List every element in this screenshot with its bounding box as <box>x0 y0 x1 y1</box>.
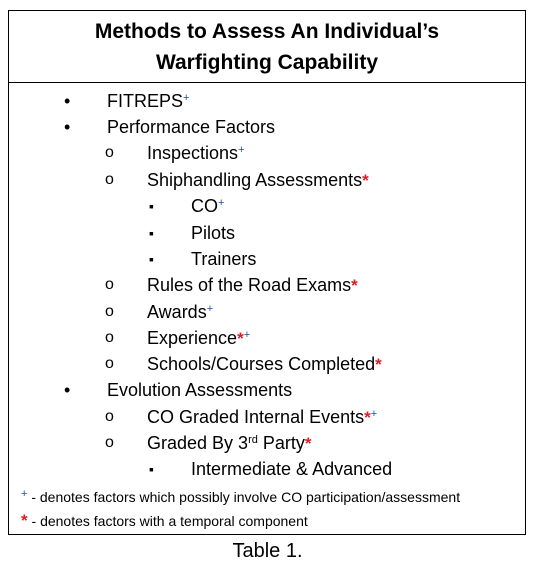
plus-marker: + <box>238 144 245 156</box>
plus-marker: + <box>218 197 225 209</box>
title-line-2: Warfighting Capability <box>155 50 379 74</box>
circle-bullet-icon: o <box>105 144 114 161</box>
circle-bullet-icon: o <box>105 303 114 320</box>
circle-bullet-icon: o <box>105 276 114 293</box>
item-label: Awards <box>147 302 207 322</box>
item-label: FITREPS <box>107 91 184 111</box>
item-label: Inspections <box>147 143 239 163</box>
title-line-1: Methods to Assess An Individual’s <box>94 19 440 43</box>
item-label: Intermediate & Advanced <box>191 459 393 479</box>
star-marker: * <box>362 171 369 190</box>
item-label-suffix: Party <box>257 433 305 453</box>
item-label: Shiphandling Assessments <box>147 170 363 190</box>
item-label: CO Graded Internal Events <box>147 407 365 427</box>
table-caption: Table 1. <box>232 540 303 562</box>
star-marker: * <box>364 408 371 427</box>
item-label: Rules of the Road Exams <box>147 275 352 295</box>
square-bullet-icon: ▪ <box>149 198 154 214</box>
star-marker: * <box>237 329 244 348</box>
item-label: Trainers <box>191 249 257 269</box>
bullet-icon: • <box>64 91 71 111</box>
item-label: Experience <box>147 328 238 348</box>
plus-marker: + <box>206 303 214 315</box>
legend-star <box>21 513 308 529</box>
circle-bullet-icon: o <box>105 408 114 425</box>
square-bullet-icon: ▪ <box>149 225 154 241</box>
plus-marker: + <box>21 488 28 500</box>
legend-star-text: - denotes factors with a temporal component <box>27 513 308 529</box>
circle-bullet-icon: o <box>105 355 114 372</box>
star-marker: * <box>304 434 312 453</box>
table-title <box>9 11 525 83</box>
ordinal-superscript: rd <box>248 434 258 446</box>
legend-plus-text: - denotes factors which possibly involve CO participation/assessment <box>27 489 461 505</box>
square-bullet-icon: ▪ <box>149 461 154 477</box>
plus-marker: + <box>243 329 251 341</box>
plus-marker: + <box>183 92 190 104</box>
star-marker: * <box>21 511 28 530</box>
item-label: CO <box>191 196 218 216</box>
legend-plus <box>21 489 460 505</box>
square-bullet-icon: ▪ <box>149 251 154 267</box>
plus-marker: + <box>370 408 378 420</box>
circle-bullet-icon: o <box>105 329 114 346</box>
bullet-icon: • <box>64 380 71 400</box>
item-label: Schools/Courses Completed <box>147 354 376 374</box>
bullet-icon: • <box>64 117 71 137</box>
circle-bullet-icon: o <box>105 171 114 188</box>
item-label: Performance Factors <box>107 117 276 137</box>
item-label: Graded By 3 <box>147 433 249 453</box>
item-label: Pilots <box>191 223 236 243</box>
circle-bullet-icon: o <box>105 434 114 451</box>
star-marker: * <box>375 355 382 374</box>
methods-table <box>8 10 526 535</box>
star-marker: * <box>351 276 358 295</box>
item-label: Evolution Assessments <box>107 380 293 400</box>
